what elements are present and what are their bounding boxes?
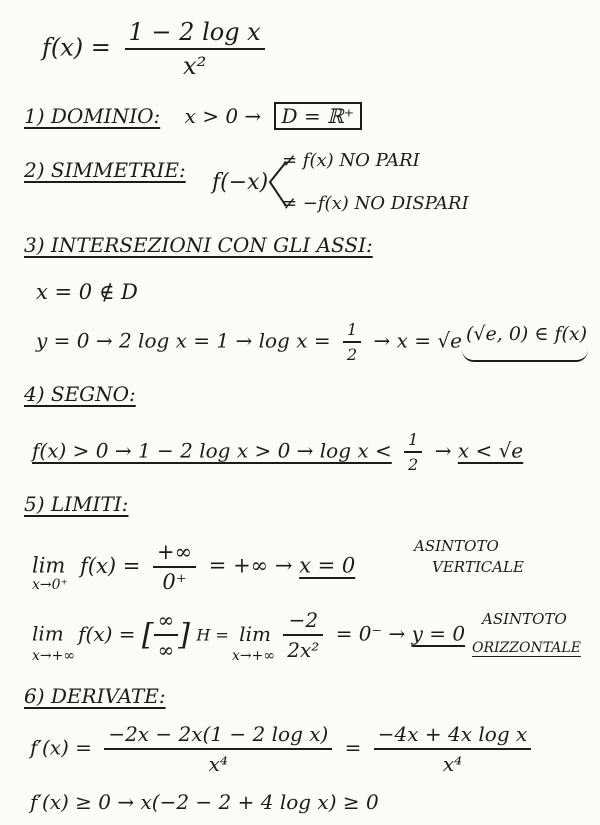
limit2-label-1: ASINTOTO: [482, 610, 567, 628]
segno-frac-num: 1: [408, 430, 419, 449]
segno-result: x < √e: [457, 438, 524, 463]
section-simmetrie-title: [24, 158, 186, 182]
limit1-num: +∞: [157, 540, 193, 564]
limit2-bracket-num: ∞: [157, 608, 175, 632]
section-title-dominio: 1) DOMINIO:: [24, 104, 161, 128]
section-limiti-title: [24, 492, 128, 516]
limit2-label-2: ORIZZONTALE: [472, 640, 581, 656]
segno-frac-den: 2: [408, 455, 419, 474]
derivative-2: f′(x) ≥ 0 → x(−2 − 2 + 4 log x) ≥ 0: [30, 790, 379, 814]
limit2-fraction: [283, 608, 323, 662]
limit-2: lim f(x) = [ $\frac{\infty}{\infty}$ ] H = lim $\frac{-2}{\text{2x²}}$ = 0⁻ → y = 0: [32, 608, 466, 662]
function-denominator: x²: [183, 52, 207, 80]
section-segno-title: [24, 382, 136, 406]
intersezioni-x0: x = 0 ∉ D: [36, 280, 138, 304]
limit1-subscript: x→0⁺: [32, 577, 68, 593]
limit2-lim: lim: [32, 621, 64, 646]
intersezioni-point: (√e, 0) ∈ f(x): [466, 323, 588, 345]
limit1-asymptote: x = 0: [299, 553, 356, 578]
section-title-simmetrie: 2) SIMMETRIE:: [24, 158, 186, 182]
limit-1: [32, 540, 355, 594]
section-title-derivate: 6) DERIVATE:: [24, 684, 166, 708]
intersezioni-frac-den: 2: [346, 345, 358, 364]
derivative-fraction-2: [374, 722, 531, 776]
derivative-fraction: [104, 722, 332, 776]
limit2-num: −2: [288, 608, 319, 632]
limit1-den: 0⁺: [162, 570, 187, 594]
section-derivate-title: [24, 684, 166, 708]
derivative-label: f′(x) =: [30, 735, 92, 760]
function-label: f(x) =: [42, 33, 111, 62]
limit2-asymptote: y = 0: [411, 621, 466, 646]
segno-end: →: [434, 438, 452, 463]
derivative-eq: =: [344, 735, 362, 760]
simmetrie-line1: ≠ f(x) NO PARI: [282, 150, 420, 171]
function-fraction: [125, 18, 265, 80]
section-intersezioni: [24, 233, 373, 257]
derivative-den-2: x⁴: [442, 752, 463, 776]
derivative-1: [30, 722, 537, 776]
limit2-bracket-den: ∞: [157, 638, 175, 662]
dominio-condition: x > 0 →: [184, 104, 262, 128]
limit2-eq: = 0⁻ →: [335, 621, 406, 646]
segno-expression: [32, 430, 523, 474]
function-definition: [42, 18, 271, 80]
derivative-num: −2x − 2x(1 − 2 log x): [108, 722, 329, 746]
limit1-lim: lim: [32, 553, 66, 578]
section-title-segno: 4) SEGNO:: [24, 382, 136, 406]
intersezioni-fraction: [343, 320, 361, 364]
section-title-limiti: 5) LIMITI:: [24, 492, 129, 516]
limit1-label-1: ASINTOTO: [414, 537, 499, 555]
limit2-bracket-fraction: [154, 608, 179, 662]
derivative-den: x⁴: [208, 752, 228, 776]
intersezioni-frac-num: 1: [346, 320, 358, 339]
simmetrie-fminusx: f(−x): [212, 170, 269, 195]
limit2-den: 2x²: [287, 638, 320, 662]
limit1-f: f(x) =: [80, 553, 141, 578]
segno-fraction: [404, 430, 422, 474]
intersezioni-y0-start: y = 0 → 2 log x = 1 → log x =: [36, 328, 331, 353]
function-numerator: 1 − 2 log x: [128, 18, 261, 46]
branch-arrows: [268, 160, 288, 210]
point-underline: [462, 350, 588, 362]
limit2-f: f(x) =: [78, 621, 136, 646]
section-dominio: [24, 102, 362, 130]
limit2-subscript-b: x→+∞: [232, 648, 276, 664]
intersezioni-y0-end: → x = √e: [373, 328, 462, 353]
intersezioni-y0: [36, 320, 462, 364]
limit1-fraction: [153, 540, 196, 594]
limit1-label-2: VERTICALE: [432, 558, 524, 576]
limit2-subscript: x→+∞: [32, 648, 76, 664]
derivative-num-2: −4x + 4x log x: [377, 722, 528, 746]
limit1-eq: = +∞ →: [208, 553, 293, 578]
section-title-intersezioni: 3) INTERSEZIONI CON GLI ASSI:: [24, 233, 373, 257]
segno-expr: f(x) > 0 → 1 − 2 log x > 0 → log x <: [32, 438, 392, 463]
simmetrie-line2: ≠ −f(x) NO DISPARI: [282, 193, 469, 214]
limit2-hopital: H =: [196, 625, 229, 645]
dominio-result: D = ℝ⁺: [274, 102, 363, 130]
limit2-lim-b: lim: [239, 621, 271, 646]
